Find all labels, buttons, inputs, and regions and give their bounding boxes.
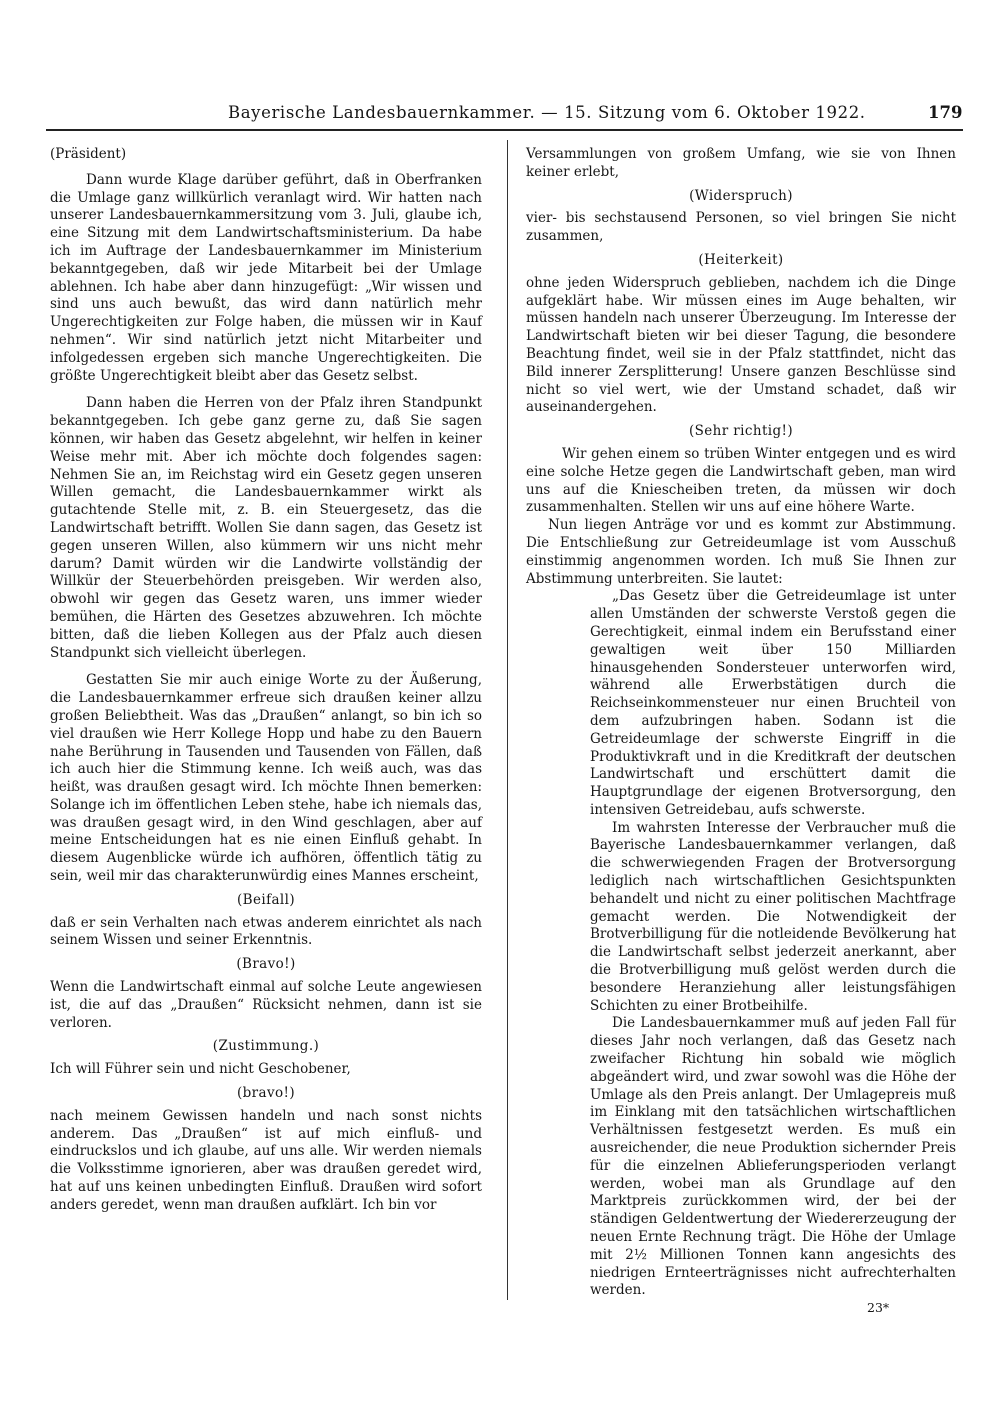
stage-direction: (Bravo!) xyxy=(236,956,296,973)
stage-direction: (Heiterkeit) xyxy=(698,251,784,268)
running-title: Bayerische Landesbauernkammer. — 15. Sitzung vom 6. Oktober 1922. xyxy=(228,103,866,122)
quote-paragraph: Im wahrsten Interesse der Verbraucher muß die Bayerische Landesbauernkammer verlangen, daß die schwerwiegenden Fragen der Brotversorgung lediglich nach wirtschaftlichen Gesichtspunkten behandelt und nicht zu einer politischen Machtfrage gemacht werden. Die Notwendigkeit der Brotverbilligung für die notleidende Bevölkerung hat die Landwirtschaft selbst jederzeit anerkannt, aber die Brotverbilligung muß gelöst werden durch die besondere Heranziehung aller leistungsfähigen Schichten zu einer Brotbeihilfe. xyxy=(590,819,956,1014)
stage-direction: (bravo!) xyxy=(236,1085,296,1102)
paragraph: nach meinem Gewissen handeln und nach sonst nichts anderem. Das „Draußen“ ist auf mich einfluß- und eindruckslos und ich glaube, auf uns alle. Wir werden niemals die Volksstimme ignorieren, aber was draußen geredet wird, hat auf uns keinen unbedingten Einfluß. Draußen wird sofort anders geredet, wenn man draußen aufklärt. Ich bin vor xyxy=(50,1107,482,1213)
column-divider xyxy=(507,140,508,1300)
speaker-label: (Präsident) xyxy=(50,146,127,162)
header-rule xyxy=(46,129,963,131)
stage-direction: (Beifall) xyxy=(236,891,296,908)
page-number: 179 xyxy=(928,103,963,122)
paragraph: Ich will Führer sein und nicht Geschobener, xyxy=(50,1061,351,1078)
left-column xyxy=(50,146,482,1215)
quote-paragraph: Die Landesbauernkammer muß auf jeden Fall für dieses Jahr noch verlangen, daß das Gesetz nach zweifacher Richtung hin sobald wie möglich abgeändert wird, und zwar sowohl was die Höhe der Umlage als den Preis anlangt. Der Umlagepreis muß im Einklang mit den tatsächlichen wirtschaftlichen Verhältnissen festgesetzt werden. Es muß ein ausreichender, die neue Produktion sichernder Preis für die einzelnen Ablieferungsperioden verlangt werden, wobei man als Grundlage auf den Marktpreis zurückkommen wird, der bei der ständigen Geldentwertung der Wiedererzeugung der neuen Ernte Rechnung trägt. Die Höhe der Umlage mit 2½ Millionen Tonnen kann angesichts des niedrigen Ernteerträgnisses nicht aufrechterhalten werden. xyxy=(590,1015,956,1299)
right-column xyxy=(526,146,956,1300)
paragraph: Gestatten Sie mir auch einige Worte zu der Äußerung, die Landesbauernkammer erfreue sich draußen keiner allzu großen Beliebtheit. Was das „Draußen“ anlangt, so bin ich so viel draußen wie Herr Kollege Hopp und habe zu den Bauern nahe Berührung in Tausenden und Tausenden von Fällen, daß ich auch hier die Stimmung kenne. Ich weiß auch, was das heißt, was draußen gesagt wird. Ich möchte Ihnen bemerken: Solange ich im öffentlichen Leben stehe, habe ich niemals das, was draußen gesagt wird, in den Wind geschlagen, aber auf meine Entscheidungen hat es nie einen Einfluß gehabt. In diesem Augenblicke würde ich aufhören, öffentlich tätig zu sein, weil mir das charakterunwürdig eines Mannes erscheint, xyxy=(50,672,482,885)
paragraph: Wir gehen einem so trüben Winter entgegen und es wird eine solche Hetze gegen die Landwirtschaft geben, man wird uns auf die Kniescheiben treten, da müssen wir doch zusammenhalten. Stellen wir uns auf eine höhere Warte. xyxy=(526,445,956,516)
stage-direction: (Widerspruch) xyxy=(689,187,793,204)
paragraph: daß er sein Verhalten nach etwas anderem einrichtet als nach seinem Wissen und seiner Erkenntnis. xyxy=(50,914,482,949)
paragraph: Nun liegen Anträge vor und es kommt zur Abstimmung. Die Entschließung zur Getreideumlage ist vom Ausschuß einstimmig angenommen worden. Ich muß Sie Ihnen zur Abstimmung unterbreiten. Sie lautet: xyxy=(526,517,956,587)
paragraph: Dann haben die Herren von der Pfalz ihren Standpunkt bekanntgegeben. Ich gebe ganz gerne zu, daß Sie sagen können, wir haben das Gesetz abgelehnt, wir helfen in keiner Weise mehr mit. Aber ich möchte doch folgendes sagen: Nehmen Sie an, im Reichstag wird ein Gesetz gegen unseren Willen gemacht, die Landesbauernkammer wirkt als gutachtende Stelle mit, z. B. ein Steuergesetz, das die Landwirtschaft betrifft. Wollen Sie dann sagen, das Gesetz ist gegen unseren Willen, also kümmern wir uns nicht mehr darum? Damit würden wir die Landwirte vollständig der Willkür der Steuerbehörden preisgeben. Wir werden also, obwohl wir gegen das Gesetz waren, uns immer wieder bemühen, die Härten des Gesetzes abzuwehren. Ich möchte bitten, daß die lieben Kollegen aus der Pfalz auch diesen Standpunkt sich vielleicht überlegen. xyxy=(50,395,482,661)
quote-paragraph: „Das Gesetz über die Getreideumlage ist unter allen Umständen der schwerste Verstoß gegen die Gerechtigkeit, einmal indem ein Berufsstand einer gewaltigen weit über 150 Milliarden hinausgehenden Sondersteuer unterworfen wird, während alle Erwerbstätigen durch die Reichseinkommensteuer nur einen Bruchteil von dem aufzubringen haben. Sodann ist die Getreideumlage der schwerste Eingriff in die Produktivkraft und in die Kreditkraft der deutschen Landwirtschaft und erschüttert damit die Hauptgrundlage der eigenen Brotversorgung, den intensiven Getreidebau, aufs schwerste. xyxy=(590,588,956,818)
stage-direction: (Sehr richtig!) xyxy=(688,423,794,440)
resolution-quote xyxy=(590,588,956,1300)
page-header xyxy=(0,103,1000,129)
paragraph: Versammlungen von großem Umfang, wie sie von Ihnen keiner erlebt, xyxy=(526,146,956,180)
stage-direction: (Zustimmung.) xyxy=(212,1038,320,1055)
paragraph: Dann wurde Klage darüber geführt, daß in Oberfranken die Umlage ganz willkürlich veranlagt wird. Wir hatten nach unserer Landesbauernkammersitzung vom 3. Juli, glaube ich, eine Sitzung mit dem Landwirtschaftsministerium. Da habe ich im Auftrage der Landesbauernkammer im Ministerium bekanntgegeben, daß wir jede Mitarbeit bei der Umlage ablehnen. Ich habe aber dann hinzugefügt: „Wir wissen und sind uns auch bewußt, das wird dann natürlich mehr Ungerechtigkeiten zur Folge haben, die müssen wir in Kauf nehmen“. Wir sind natürlich jetzt nicht Mitarbeiter und infolgedessen ergeben sich manche Ungerechtigkeiten. Die größte Ungerechtigkeit bleibt aber das Gesetz selbst. xyxy=(50,171,482,384)
paragraph: Wenn die Landwirtschaft einmal auf solche Leute angewiesen ist, die auf das „Draußen“ Rücksicht nehmen, dann ist sie verloren. xyxy=(50,979,482,1031)
paragraph: vier- bis sechstausend Personen, so viel bringen Sie nicht zusammen, xyxy=(526,210,956,245)
paragraph: ohne jeden Widerspruch geblieben, nachdem ich die Dinge aufgeklärt habe. Wir müssen eines im Auge behalten, wir müssen handeln nach unserer Überzeugung. Im Interesse der Landwirtschaft bieten wir bei dieser Tagung, die besondere Beachtung findet, weil sie in der Pfalz stattfindet, nicht das Bild innerer Zersplitterung! Unsere ganzen Beschlüsse sind nicht so viel wert, wie der Umstand schadet, daß wir auseinandergehen. xyxy=(526,274,956,416)
sheet-signature: 23* xyxy=(867,1300,890,1315)
